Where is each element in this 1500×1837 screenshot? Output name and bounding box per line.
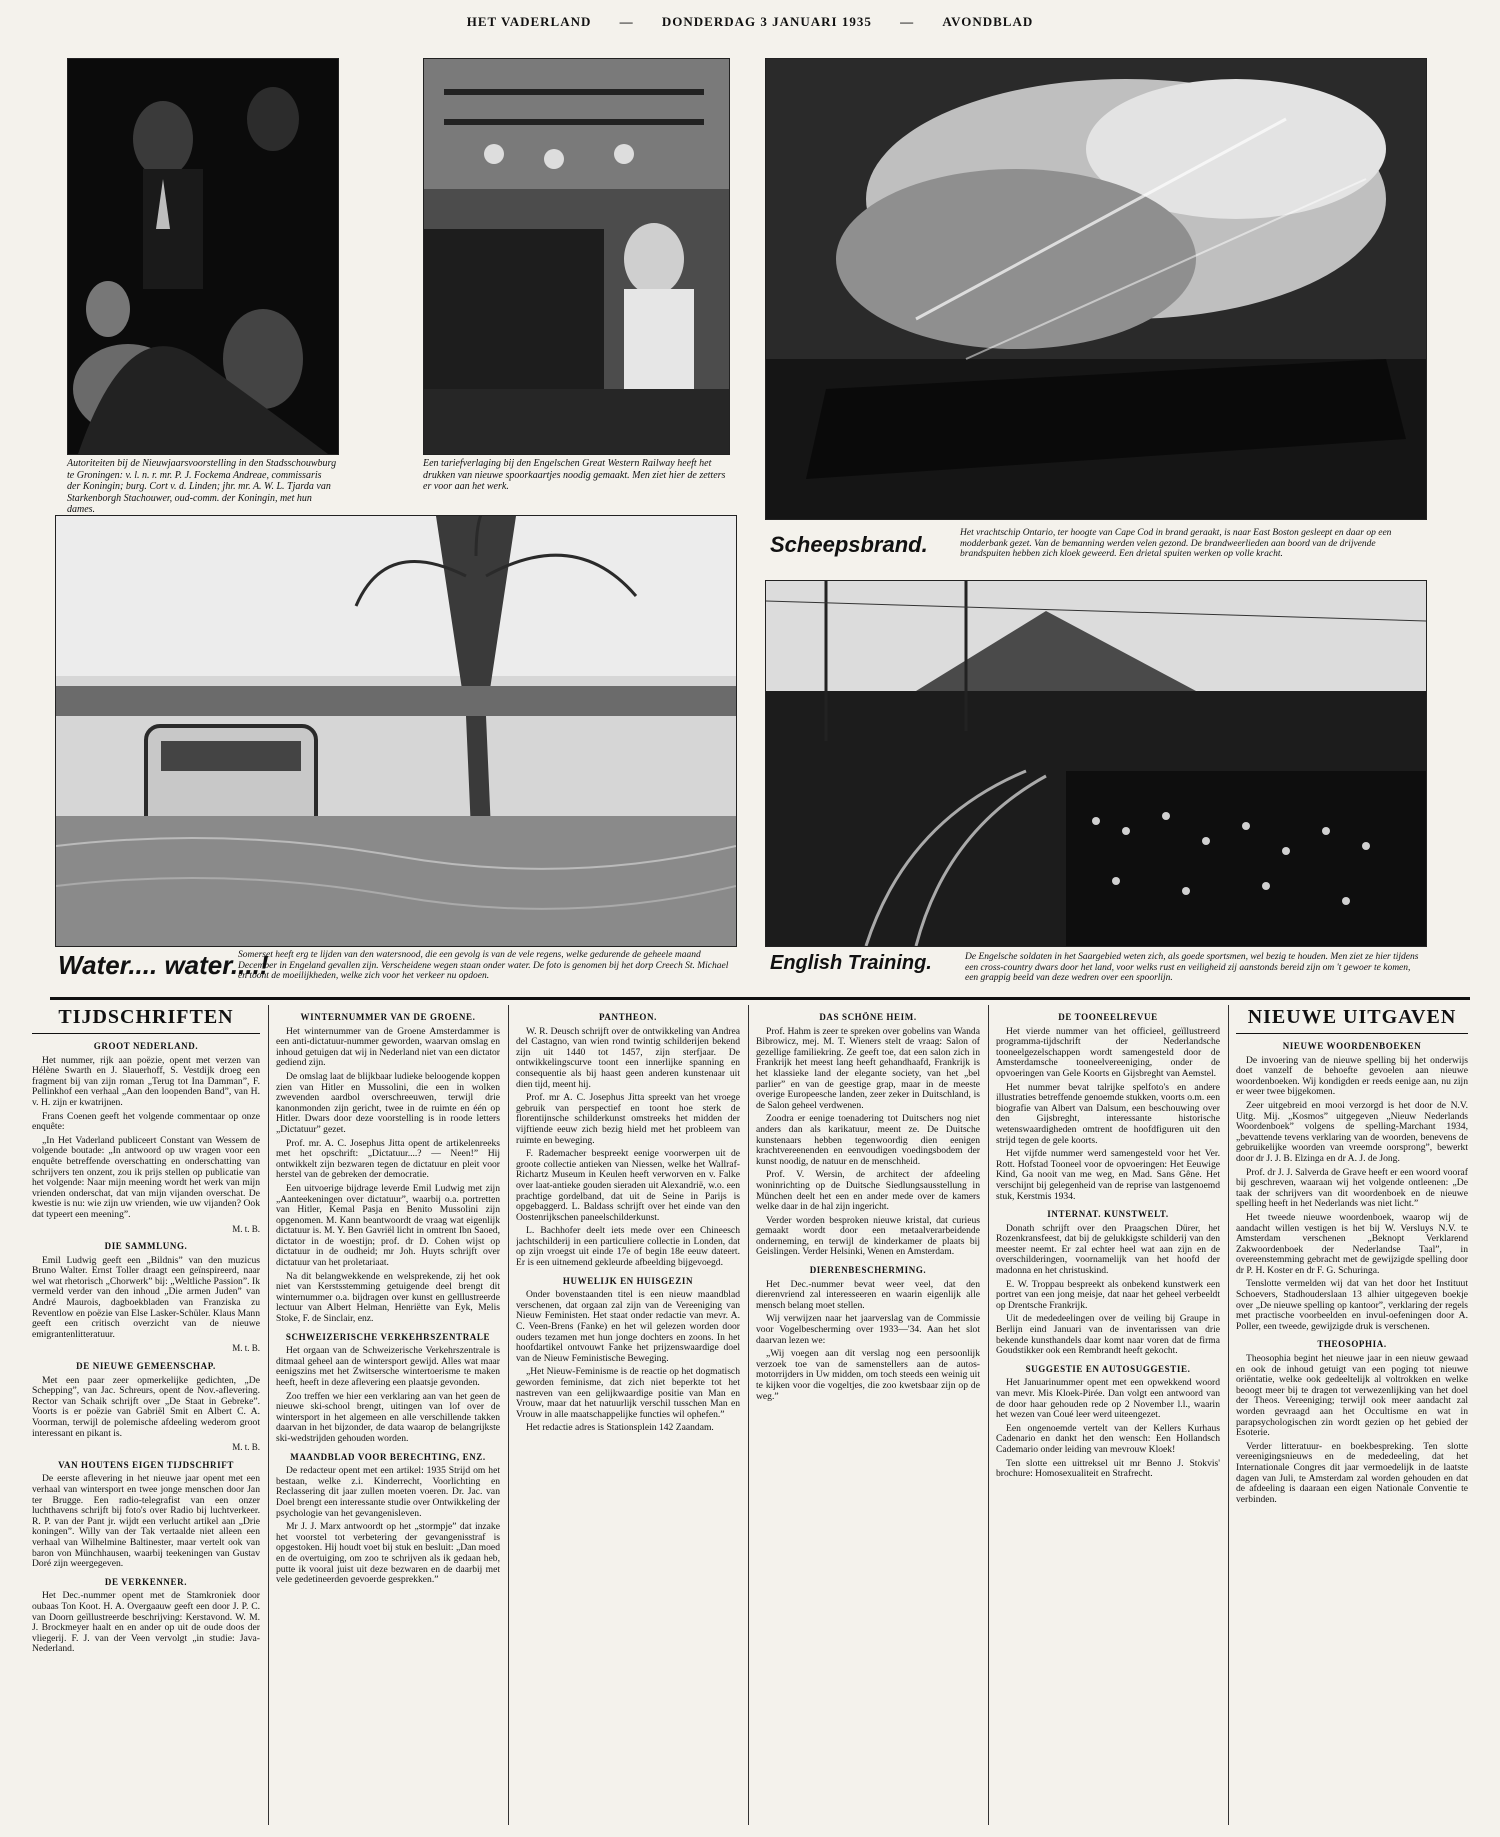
article-heading: PANTHEON. [599, 1012, 657, 1022]
article-paragraph: De invoering van de nieuwe spelling bij het onderwijs doet vanzelf de behoefte gevoelen aan nieuwe woordenboeken. Wij kondigden er reeds eenige aan, nu zijn er weer twee bijgekomen. [1236, 1054, 1468, 1098]
article-heading: INTERNAT. KUNSTWELT. [1047, 1209, 1169, 1220]
column-rule [508, 1005, 509, 1825]
column-5 [996, 1005, 1220, 1830]
article-paragraph: De eerste aflevering in het nieuwe jaar opent met een verhaal van wintersport en twee jonge menschen door Jan ter Brugge. Een radio-telegrafist van een onzer luchthavens schrijft bij foto's over Radio bij luchtverkeer. R. P. van der Pant jr. wijdt een verlucht artikel aan „Drie koningen”. Willy van der Tak vertaalde niet alleen een verhaal van Wilhelmine Baltinester, maar vertelt ook van baron von Münchhausen, waarbij teekeningen van Gustav Doré zijn weergegeven. [32, 1473, 260, 1570]
article-heading: DE NIEUWE GEMEENSCHAP. [76, 1361, 216, 1372]
article-heading: NIEUWE WOORDENBOEKEN [1282, 1041, 1422, 1051]
article-heading: DE VERKENNER. [104, 1576, 188, 1587]
issue-date: DONDERDAG 3 JANUARI 1935 [661, 14, 872, 29]
article-paragraph: „Het Nieuw-Feminisme is de reactie op het dogmatisch geworden feminisme, dat zich niet beperkte tot het nastreven van een gelijkwaardige positie van Man en Vrouw, maar dat het natuurlijk verschil tusschen Man en Vrouw in alle maatschappelijke functies wil ophefen.” [516, 1366, 740, 1420]
article-heading: DAS SCHÖNE HEIM. [819, 1012, 917, 1022]
article-paragraph: Prof. dr J. J. Salverda de Grave heeft er een woord vooraf bij geschreven, waaraan wij het volgende ontleenen: „De taak der schrijvers van dit woordenboek en de nieuwe spelling heeft in het Nederlands was niet licht.” [1236, 1166, 1468, 1210]
article-paragraph: Het Januarinummer opent met een opwekkend woord van mevr. Mis Kloek-Pirée. Dan volgt een antwoord van de door haar gehouden rede op 2 November l.l., waarin het wezen van Coué leer werd uiteengezet. [996, 1377, 1220, 1421]
section-rule [50, 997, 1470, 1000]
article-paragraph: Wij verwijzen naar het jaarverslag van de Commissie voor Vogelbescherming over 1933—'34. Aan het slot daarvan lezen we: [756, 1313, 980, 1346]
article-heading: DIERENBESCHERMING. [809, 1265, 927, 1276]
column-3 [516, 1005, 740, 1830]
article-paragraph: L. Bachhofer deelt iets mede over een Chineesch jachtschilderij in een particuliere collectie in Londen, dat op zijn vroegst uit einde 17e of begin 18e eeuw dateert. Er is een uitnemend gekleurde afbeelding bijgevoegd. [516, 1225, 740, 1269]
masthead-separator: — [900, 14, 915, 29]
theatre-photo-image [68, 59, 338, 454]
article-heading: MAANDBLAD VOOR BERECHTING, ENZ. [290, 1451, 486, 1462]
article-paragraph: Verder worden besproken nieuwe kristal, dat curieus gemaakt wordt door een metaalverarbeidende onderneming, en terwijl de kinderkamer de plaats bij Geislingen. Verder Helsinki, Wenen en Amsterdam. [756, 1214, 980, 1258]
article-paragraph: Theosophia begint het nieuwe jaar in een nieuw gewaad en ook de inhoud getuigt van een poging tot nieuwe oriëntatie, welke ook gedeeltelijk al voltrokken en welke beoogt meer bij te dragen tot verwezenlijking van het doel der Theos. Vereeniging; terwijl ook meer aandacht zal worden gevraagd aan het Occultisme en wat in parapsychologischen zin wordt gezien op het gebied der Esoterie. [1236, 1353, 1468, 1439]
article-paragraph: Met een paar zeer opmerkelijke gedichten, „De Schepping”, van Jac. Schreurs, opent de Nov.-aflevering. Rector van Schaik schrijft over „De Staat in Gebreke”. Voorts is er poëzie van Gabriël Smit en Albert C. A. Voorman, terwijl de polemische afdeeling wederom groot interessant en pikant is. [32, 1374, 260, 1439]
article-paragraph: Na dit belangwekkende en welsprekende, zij het ook niet van Kerstsstemming getuigende deel brengt dit winternummer o.a. bijdragen over kunst en gelllustreerde lectuur van Albert Helman, Henriëtte van Eyk, Melis Stoke, F. de Sinclair, enz. [276, 1270, 500, 1325]
article-paragraph: Zeer uitgebreid en mooi verzorgd is het door de N.V. Uitg. Mij. „Kosmos” uitgegeven „Nieuw Nederlands Woordenboek” volgens de spelling-Marchant 1934, „bevattende tevens verklaring van de woorden, benevens de gebruikelijke woorden van vreemde oorsprong”, bewerkt door dr J. J. B. Elzinga en dr A. J. de Jong. [1236, 1099, 1468, 1164]
column-rule [1228, 1005, 1229, 1825]
article-paragraph: „In Het Vaderland publiceert Constant van Wessem de volgende boutade: „In antwoord op uw vragen voor een enquête betreffende overschatting en onderschatting van schrijvers ten onzent, zou ik prijs stellen op publicatie van het volgende: Naar mijn meening wordt het werk van mijn vrienden onderschat, dat van mijn vijanden overschat. De kwestie is nu: wie zijn uw vrienden, wie uw vijanden? Ook dat typeert een meening”. [32, 1134, 260, 1220]
article-paragraph: Prof. V. Wersin, de architect der afdeeling woninrichting op de Duitsche Siedlungsausstellung in München deelt het een en ander mede over de kamers welke daar in de hal zijn ingericht. [756, 1169, 980, 1213]
photo-training-caption: De Engelsche soldaten in het Saargebied weten zich, als goede sportsmen, wel bezig te houden. Men ziet ze hier tijdens een cross-country dwars door het land, voor welks rust en veiligheid zij aanstonds bereid zijn om 't gewoer te komen, een grappig beeld van deze wedren over een spoorlijn. [965, 952, 1419, 983]
column-rule [268, 1005, 269, 1825]
article-paragraph: Het tweede nieuwe woordenboek, waarop wij de aandacht willen vestigen is het bij W. Versluys N.V. te Amsterdam verschenen „Beknopt Verklarend Zakwoordenboek der Nederlandse Taal”, in overeenstemming gebracht met de gewijzigde spelling door dr P. H. Koster en dr F. G. Schuringa. [1236, 1211, 1468, 1276]
article-paragraph: W. R. Deusch schrijft over de ontwikkeling van Andrea del Castagno, van wien rond twintig schilderijen bekend zijn uit 1440 tot 1457, zijn sterfjaar. De ontwikkelingscurve toont een innerlijke spanning en consequentie als bij haast geen anderen kunstenaar uit dien tijd, meent hij. [516, 1025, 740, 1090]
article-paragraph: Het winternummer van de Groene Amsterdammer is een anti-dictatuur-nummer geworden, waarvan omslag en inhoud getuigen dat wij in Nederland niet van een dictator gediend zijn. [276, 1025, 500, 1069]
article-paragraph: Prof. mr. A. C. Josephus Jitta opent de artikelenreeks met het opschrift: „Dictatuur....? — Neen!” Hij ontwikkelt zijn bezwaren tegen de dictatuur en pleit voor herstel van de gebreken der democratie. [276, 1137, 500, 1181]
flood-photo-image [56, 516, 736, 946]
article-paragraph: De redacteur opent met een artikel: 1935 Strijd om het bestaan, welke z.i. Kinderrecht, Voorlichting en Reclassering dit jaar zullen moeten voeren. Dr. Jac. van Doel brengt een interessante studie over Ontwikkeling der psychologie van het gevangenisleven. [276, 1465, 500, 1519]
article-paragraph: E. W. Troppau bespreekt als onbekend kunstwerk een portret van een jong meisje, dat naar het geheel verbeeldt op Drentsche Frankrijk. [996, 1278, 1220, 1311]
article-paragraph: Het Dec.-nummer opent met de Stamkroniek door oubaas Ton Koot. H. A. Overgaauw geeft een door J. P. C. van Doorn geïllustreerde beschrijving: Kerstavond. W. M. J. Brockmeyer haalt en en ander op uit de oude doos der vliegerij. F. J. van der Veen vervolgt „in studie: Java-Nederland. [32, 1590, 260, 1655]
masthead [0, 14, 1500, 30]
photo-flood [55, 515, 737, 947]
photo-shipfire-headline: Scheepsbrand. [770, 532, 928, 557]
article-heading: SUGGESTIE EN AUTOSUGGESTIE. [1025, 1363, 1191, 1374]
paper-name: HET VADERLAND [466, 14, 592, 29]
article-paragraph: Prof. Hahm is zeer te spreken over gobelins van Wanda Bibrowicz, mej. M. T. Wieners stelt de vraag: Salon of gezellige familiekring. Ze geeft toe, dat een salon zich in Frankrijk het meest lang heeft gehandhaafd, Frankrijk is het klassieke land der elegante society, van het „bel parlier” en van de geestige grap, maar in de meeste overige Europeesche landen, zeer zeker in Duitschland, is de Salon geheel verdwenen. [756, 1025, 980, 1111]
section-title: TIJDSCHRIFTEN [32, 1005, 260, 1034]
article-paragraph: Frans Coenen geeft het volgende commentaar op onze enquête: [32, 1110, 260, 1133]
article-paragraph: Onder bovenstaanden titel is een nieuw maandblad verschenen, dat orgaan zal zijn van de Vereeniging van Nieuw Feministen. Het staat onder redactie van mevr. A. C. Veen-Brens (Fanke) en het wil gelezen worden door ouders tezamen met hun jonge dochters en zoons. In het hoofdartikel ontvouwt Fanke het prijzenswaardige doel van de Nieuw Feministische Beweging. [516, 1289, 740, 1364]
column-4 [756, 1005, 980, 1830]
article-paragraph: Een ongenoemde vertelt van der Kellers Kurhaus Cadenario en dankt het den wensch: Een Hollandsch Cademario onder leiding van mevrouw Kloek! [996, 1422, 1220, 1455]
article-heading: DIE SAMMLUNG. [104, 1241, 188, 1252]
photo-shipfire-caption: Het vrachtschip Ontario, ter hoogte van Cape Cod in brand geraakt, is naar East Boston gesleept en daar op een modderbank gezet. Van de bemanning werden velen gezond. De brandweerlieden aan boord van de drijvende brandspuiten hebben zich kloek geweerd. Een drietal spuiten werken op volle kracht. [960, 528, 1392, 559]
article-paragraph: Mr J. J. Marx antwoordt op het „stormpje” dat inzake het voorstel tot verbetering der gevangenisstraf is opgestoken. Hij houdt voet bij stuk en besluit: „Dan moed en de overtuiging, om zoo te schrijven als ik gedaan heb, putte ik vooral juist uit deze bezwaren en de daarbij met vele gedetineerden gevoerde gesprekken.” [276, 1521, 500, 1586]
edition: AVONDBLAD [942, 14, 1034, 29]
training-photo-image [766, 581, 1426, 946]
article-paragraph: Ten slotte een uittreksel uit mr Benno J. Stokvis' brochure: Homosexualiteit en Strafrecht. [996, 1457, 1220, 1480]
article-paragraph: Het nummer bevat talrijke spelfoto's en andere illustraties betreffende genoemde stukken, voorts o.m. een biografie van Albert van Dalsum, een beschouwing over den Gijsbreght, interessante historische wetenswaardigheden omtrent de hoofdfiguren uit den strijd tegen de gele koorts. [996, 1081, 1220, 1146]
article-paragraph: Prof. mr A. C. Josephus Jitta spreekt van het vroege gebruik van perspectief en toont hoe sterk de florentijnsche schilderkunst omstreeks het midden der vijftiende eeuw zich bezig hield met het probleem van ruimte en beweging. [516, 1092, 740, 1146]
photo-ship-fire [765, 58, 1427, 520]
article-paragraph: Het redactie adres is Stationsplein 142 Zaandam. [526, 1422, 714, 1434]
photo-flood-caption: Somerset heeft erg te lijden van den watersnood, die een gevolg is van de vele regens, welke gedurende de geheele maand December in Engeland gevallen zijn. Verscheidene wegen staan onder water. De foto is genomen bij het dorp Creech St. Michael en toont de moeilijkheden, welke zich voor het verkeer nu opdoen. [238, 950, 729, 981]
signature: M. t. B. [232, 1343, 260, 1354]
printers-photo-image [424, 59, 729, 454]
photo-training-headline: English Training. [770, 952, 932, 974]
article-paragraph: Verder litteratuur- en boekbespreking. Ten slotte vereenigingsnieuws en de mededeeling, dat het Internationale Congres dit jaar vermoedelijk in de laatste dagen van Juli, te Amsterdam zal worden gehouden en dat de afdeeling is daaraan een eigen Nationale Conventie te verbinden. [1236, 1440, 1468, 1505]
section-title: NIEUWE UITGAVEN [1236, 1005, 1468, 1034]
article-paragraph: F. Rademacher bespreekt eenige voorwerpen uit de groote collectie antieken van Niessen, welke het Wallraf-Richartz Museum in Keulen heeft verworven en v. Falke over laat-antieke gouden sieraden uit Alexandrië, w.o. een prachtige gordelband, dat uit de Seine in Parijs is opgebaggerd. L. Baldass schrijft over het einde van den Oostenrijkschen paneelschilderkunst. [516, 1148, 740, 1223]
masthead-separator: — [619, 14, 634, 29]
column-tijdschriften [32, 1005, 260, 1830]
signature: M. t. B. [232, 1442, 260, 1453]
column-2 [276, 1005, 500, 1830]
column-nieuwe-uitgaven [1236, 1005, 1468, 1830]
article-paragraph: Het nummer, rijk aan poëzie, opent met verzen van Hélène Swarth en J. Slauerhoff, S. Vestdijk droeg een fragment bij van zijn roman „Terug tot Ina Damman”, F. Pellinkhof een verhaal „Aan den loopenden Band”, van H. v. H. zijn er kwatrijnen. [32, 1054, 260, 1108]
column-rule [988, 1005, 989, 1825]
article-heading: DE TOONEELREVUE [1058, 1012, 1158, 1022]
article-paragraph: Het orgaan van de Schweizerische Verkehrszentrale is ditmaal geheel aan de wintersport gewijd. Alles wat maar eenigszins met het Zwitsersche wintertoerisme te maken heeft, heeft in deze aflevering een plaatsje gevonden. [276, 1345, 500, 1388]
article-paragraph: Het vijfde nummer werd samengesteld voor het Ver. Rott. Hofstad Tooneel voor de opvoeringen: Het Eeuwige Kind, Ga nooit van me weg, en Mad. Sans Gêne. Het verschijnt bij gelegenheid van de reprise van lastgenoemd stuk, Kerstmis 1934. [996, 1148, 1220, 1202]
article-paragraph: Zoodra er eenige toenadering tot Duitschers nog niet anders dan als karikatuur, meent ze. De Duitsche kunstenaars hebben tegenwoordig dien eenigen krachtvereenenden en eenvoudigen voedingsbodem der kunst noodig, de natuur en de menschheid. [756, 1113, 980, 1167]
photo-english-training [765, 580, 1427, 947]
article-heading: THEOSOPHIA. [1317, 1339, 1387, 1350]
article-heading: SCHWEIZERISCHE VERKEHRSZENTRALE [285, 1331, 491, 1342]
article-paragraph: Uit de mededeelingen over de veiling bij Graupe in Berlijn eind Januari van de inventarissen van drie bekende kunsthandels daar komt naar voren dat de firma Goudstikker ook een Rembrandt heeft gekocht. [996, 1313, 1220, 1357]
article-paragraph: Een uitvoerige bijdrage leverde Emil Ludwig met zijn „Aanteekeningen over dictatuur”, waarbij o.a. portretten van Hitler, Kemal Pasja en Benito Mussolini zijn opgenomen. M. Kann beantwoordt de vraag wat eigenlijk dictatuur is. M. Y. Ben Gavriël licht in omtrent Ibn Saoed, dictator in de woestijn; prof. dr D. Cohen wijst op dictatuur in de oudheid; mr Joh. Huyts schrijft over dictatuur van het proletariaat. [276, 1182, 500, 1269]
photo-theatre-authorities [67, 58, 339, 455]
photo-theatre-caption: Autoriteiten bij de Nieuwjaarsvoorstelling in den Stadsschouwburg te Groningen: v. l. n. r. mr. P. J. Fockema Andreae, commissaris der Koningin; burg. Cort v. d. Linden; jhr. mr. A. W. L. Tjarda van Starkenborgh Stachouwer, oud-comm. der Koningin, met hun dames. [67, 458, 337, 515]
photo-railway-caption: Een tariefverlaging bij den Engelschen Great Western Railway heeft het drukken van nieuwe spoorkaartjes noodig gemaakt. Men ziet hier de zetters er voor aan het werk. [423, 458, 726, 492]
photo-railway-printers [423, 58, 730, 455]
article-paragraph: Tenslotte vermelden wij dat van het door het Instituut Schoevers, Stadhouderslaan 13 alhier uitgegeven boekje over „De nieuwe spelling op kantoor”, verklaring der regels met practische voorbeelden en invul-oefeningen door A. Poller, een tweede, gewijzigde druk is verschenen. [1236, 1278, 1468, 1332]
article-paragraph: Zoo treffen we hier een verklaring aan van het geen de nieuwe ski-school brengt, uitingen van lof over de wintersport in het algemeen en alle verschillende takken daarvan in het bijzonder, de data waarop de belangrijkste ski-wedstrijden gehouden worden. [276, 1390, 500, 1444]
article-heading: GROOT NEDERLAND. [93, 1041, 199, 1051]
article-paragraph: „Wij voegen aan dit verslag nog een persoonlijk verzoek toe van de samenstellers aan de autos-motorrijders in Uw midden, om toch steeds een weinig uit te kijken voor die vogeltjes, die zoo kwetsbaar zijn op de weg.” [756, 1348, 980, 1402]
photo-flood-headline: Water.... water....! [58, 950, 269, 980]
article-paragraph: De omslag laat de blijkbaar ludieke beloogende koppen zien van Hitler en Mussolini, die een in wolken zwevenden aardbol overschreeuwen, terwijl drie kanonmonden zijn gericht, twee in de ruimte en één op Hitler. Dwars door deze voorstelling is in roode letters „Dictatuur” gezet. [276, 1070, 500, 1135]
article-paragraph: Donath schrijft over den Praagschen Dürer, het Rozenkransfeest, dat bij de gelukkigste schilderij van den meester neemt. Er zal echter heel wat aan zijn en de overschilderingen, voornamelijk van het hoofd der madonna en het christuskind. [996, 1222, 1220, 1277]
shipfire-photo-image [766, 59, 1426, 519]
column-rule [748, 1005, 749, 1825]
article-paragraph: Het Dec.-nummer bevat weer veel, dat den dierenvriend zal interesseeren en waarin eigenlijk alle mensch belang moet stellen. [756, 1278, 980, 1311]
signature: M. t. B. [232, 1223, 260, 1234]
article-paragraph: Het vierde nummer van het officieel, geïllustreerd programma-tijdschrift der Nederlandsche tooneelgezelschappen wordt samengesteld door de Amsterdamsche tooneelvereeniging, onder de opvoeringen van Gele Koorts en Gijsbreght van Aemstel. [996, 1025, 1220, 1079]
article-heading: VAN HOUTENS EIGEN TIJDSCHRIFT [58, 1459, 234, 1470]
article-heading: WINTERNUMMER VAN DE GROENE. [300, 1012, 476, 1022]
article-paragraph: Emil Ludwig geeft een „Bildnis” van den muzicus Bruno Walter. Ernst Toller draagt een geïnspireerd, naar wel wat rhetorisch „Chorwerk” bij: „Weltliche Passion”. Ik vermeld verder van den inhoud „Die armen Juden” van André Maurois, dagboekbladen van Franziska zu Reventlow en poëzie van Else Lasker-Schüler. Klaus Mann geeft een critisch overzicht van de nieuwe emigrantenlitteratuur. [32, 1254, 260, 1340]
article-heading: HUWELIJK EN HUISGEZIN [562, 1275, 694, 1286]
